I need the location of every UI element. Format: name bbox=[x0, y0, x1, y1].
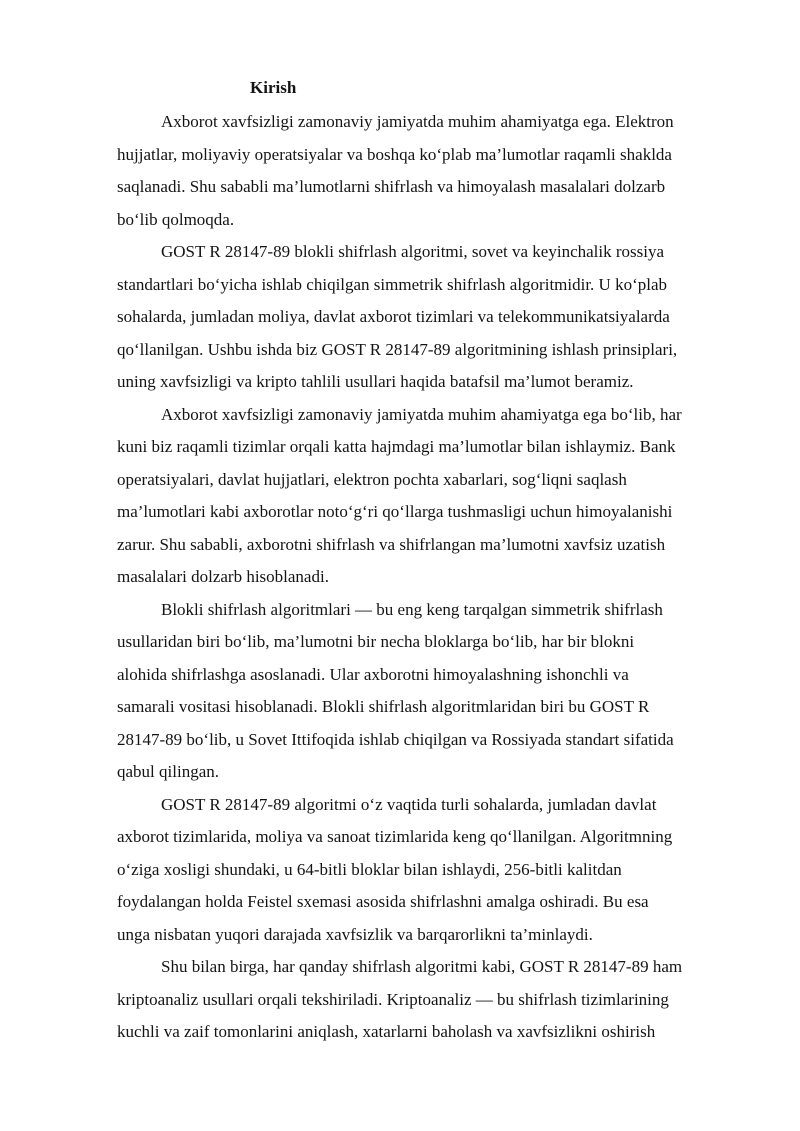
text-line: axborot tizimlarida, moliya va sanoat tizimlarida keng qo‘llanilgan. Algoritmning bbox=[117, 827, 673, 846]
paragraph bbox=[117, 236, 714, 399]
paragraph bbox=[117, 789, 714, 952]
text-line: kuchli va zaif tomonlarini aniqlash, xatarlarni baholash va xavfsizlikni oshirish bbox=[117, 1022, 656, 1041]
text-line: qabul qilingan. bbox=[117, 762, 219, 781]
paragraph bbox=[117, 594, 714, 789]
text-line: usullaridan biri bo‘lib, ma’lumotni bir necha bloklarga bo‘lib, har bir blokni bbox=[117, 632, 635, 651]
paragraph bbox=[117, 399, 714, 594]
paragraph bbox=[117, 951, 714, 1049]
paragraph bbox=[117, 106, 714, 236]
body-text bbox=[117, 106, 714, 1049]
text-line: Blokli shifrlash algoritmlari — bu eng keng tarqalgan simmetrik shifrlash bbox=[161, 599, 663, 619]
text-line: foydalangan holda Feistel sxemasi asosida shifrlashni amalga oshiradi. Bu esa bbox=[117, 892, 649, 911]
text-line: ma’lumotlari kabi axborotlar noto‘g‘ri qo‘llarga tushmasligi uchun himoyalanishi bbox=[117, 502, 673, 521]
text-line: bo‘lib qolmoqda. bbox=[117, 209, 235, 229]
text-line: 28147-89 bo‘lib, u Sovet Ittifoqida ishlab chiqilgan va Rossiyada standart sifatida bbox=[117, 729, 674, 749]
text-line: kriptoanaliz usullari orqali tekshiriladi. Kriptoanaliz — bu shifrlash tizimlarining bbox=[117, 989, 669, 1009]
text-line: samarali vositasi hisoblanadi. Blokli shifrlash algoritmlaridan biri bu GOST R bbox=[117, 697, 650, 716]
text-line: uning xavfsizligi va kripto tahlili usullari haqida batafsil ma’lumot beramiz. bbox=[117, 372, 634, 391]
text-line: unga nisbatan yuqori darajada xavfsizlik va barqarorlikni ta’minlaydi. bbox=[117, 924, 593, 944]
text-line: Axborot xavfsizligi zamonaviy jamiyatda muhim ahamiyatga ega bo‘lib, har bbox=[161, 404, 682, 424]
text-line: alohida shifrlashga asoslanadi. Ular axborotni himoyalashning ishonchli va bbox=[117, 664, 629, 684]
text-line: operatsiyalari, davlat hujjatlari, elektron pochta xabarlari, sog‘liqni saqlash bbox=[117, 469, 627, 489]
text-line: Axborot xavfsizligi zamonaviy jamiyatda muhim ahamiyatga ega. Elektron bbox=[161, 112, 674, 131]
text-line: standartlari bo‘yicha ishlab chiqilgan simmetrik shifrlash algoritmidir. U ko‘plab bbox=[117, 274, 668, 294]
text-line: saqlanadi. Shu sababli ma’lumotlarni shifrlash va himoyalash masalalari dolzarb bbox=[117, 177, 666, 196]
text-line: Shu bilan birga, har qanday shifrlash algoritmi kabi, GOST R 28147-89 ham bbox=[161, 957, 683, 976]
text-line: sohalarda, jumladan moliya, davlat axborot tizimlari va telekommunikatsiyalarda bbox=[117, 307, 670, 326]
text-line: o‘ziga xosligi shundaki, u 64-bitli bloklar bilan ishlaydi, 256-bitli kalitdan bbox=[117, 859, 622, 879]
text-line: hujjatlar, moliyaviy operatsiyalar va boshqa ko‘plab ma’lumotlar raqamli shaklda bbox=[117, 144, 672, 164]
text-line: masalalari dolzarb hisoblanadi. bbox=[117, 567, 329, 586]
section-heading: Kirish bbox=[250, 78, 297, 97]
text-line: kuni biz raqamli tizimlar orqali katta hajmdagi ma’lumotlar bilan ishlaymiz. Bank bbox=[117, 437, 676, 456]
text-line: qo‘llanilgan. Ushbu ishda biz GOST R 28147-89 algoritmining ishlash prinsiplari, bbox=[117, 339, 678, 359]
text-line: zarur. Shu sababli, axborotni shifrlash va shifrlangan ma’lumotni xavfsiz uzatish bbox=[117, 534, 666, 554]
text-line: GOST R 28147-89 algoritmi o‘z vaqtida turli sohalarda, jumladan davlat bbox=[161, 794, 657, 814]
text-line: GOST R 28147-89 blokli shifrlash algoritmi, sovet va keyinchalik rossiya bbox=[161, 242, 665, 261]
